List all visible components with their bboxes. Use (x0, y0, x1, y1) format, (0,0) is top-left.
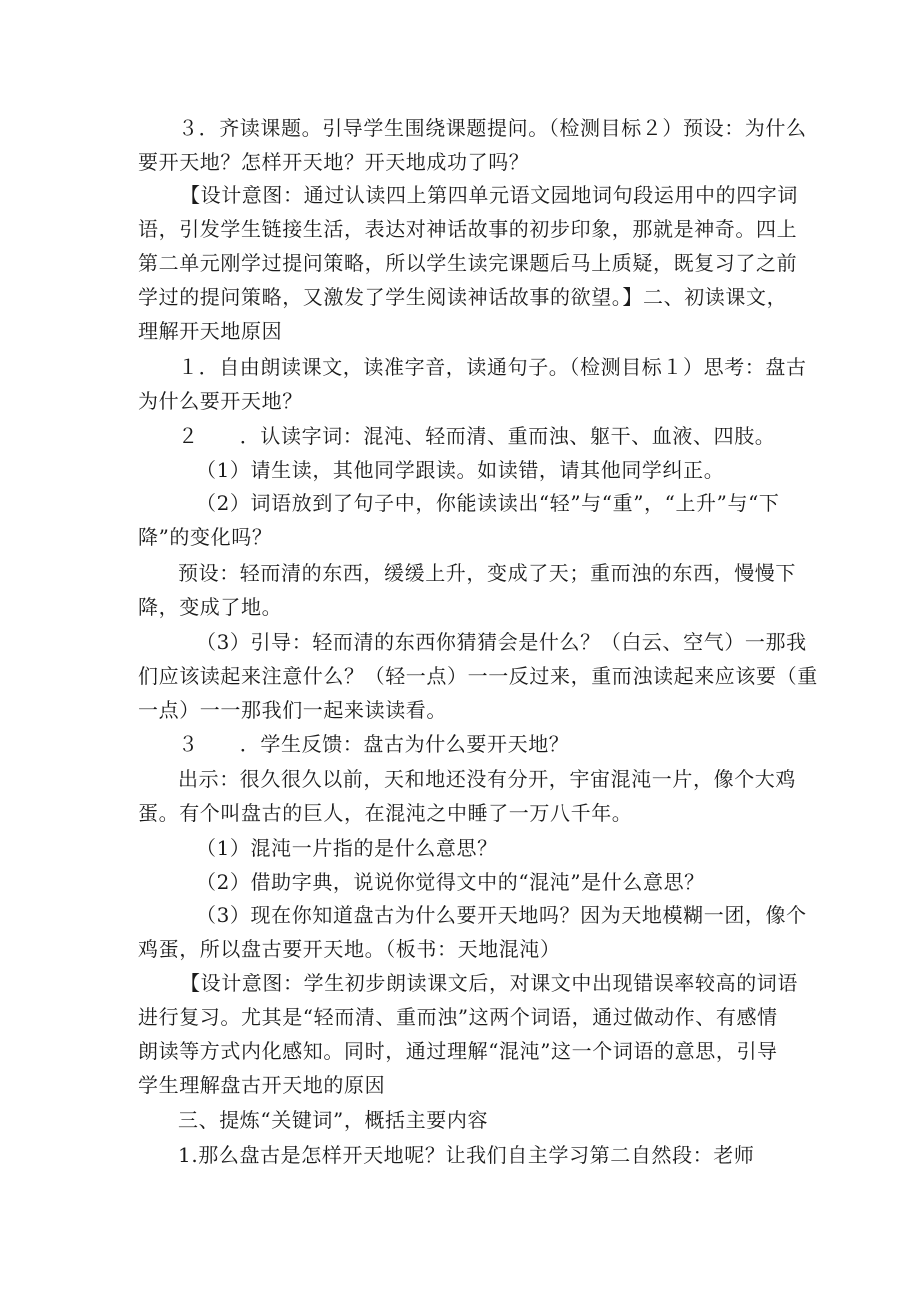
text-line: （3）现在你知道盘古为什么要开天地吗？因为天地模糊一团，像个 (196, 903, 807, 927)
text-line: （2）词语放到了句子中，你能读读出“轻”与“重”，“上升”与“下 (196, 491, 780, 515)
text-line: 1.那么盘古是怎样开天地呢？让我们自主学习第二自然段：老师 (178, 1143, 755, 1167)
text-line: 们应该读起来注意什么？（轻一点）一一反过来，重而浊读起来应该要（重 (138, 664, 818, 688)
text-line: 降，变成了地。 (138, 595, 283, 619)
text-line: ３．齐读课题。引导学生围绕课题提问。（检测目标２）预设：为什么 (178, 116, 807, 140)
text-line: 学生理解盘古开天地的原因 (138, 1073, 386, 1097)
text-line: 第二单元刚学过提问策略，所以学生读完课题后马上质疑，既复习了之前 (138, 251, 798, 275)
text-line: 出示：很久很久以前，天和地还没有分开，宇宙混沌一片，像个大鸡 (178, 767, 796, 791)
section-heading: 三、提炼“关键词”，概括主要内容 (178, 1108, 489, 1132)
text-line: （1）请生读，其他同学跟读。如读错，请其他同学纠正。 (196, 458, 725, 482)
text-line: 蛋。有个叫盘古的巨人，在混沌之中睡了一万八千年。 (138, 801, 633, 825)
text-line: ２ ．认读字词：混沌、轻而清、重而浊、躯干、血液、四肢。 (178, 424, 776, 448)
text-line: 语，引发学生链接生活，表达对神话故事的初步印象，那就是神奇。四上 (138, 217, 798, 241)
text-line: １．自由朗读课文，读准字音，读通句子。（检测目标１）思考：盘古 (178, 355, 807, 379)
text-line: 要开天地？怎样开天地？开天地成功了吗？ (138, 150, 530, 174)
text-line: 进行复习。尤其是“轻而清、重而浊”这两个词语，通过做动作、有感情 (138, 1005, 778, 1029)
text-line: 【设计意图：学生初步朗读课文后，对课文中出现错误率较高的词语 (180, 971, 798, 995)
text-line: ３ ．学生反馈：盘古为什么要开天地？ (178, 732, 570, 756)
text-line: 一点）一一那我们一起来读读看。 (138, 698, 447, 722)
text-line: 降”的变化吗？ (138, 525, 273, 549)
text-line: （2）借助字典，说说你觉得文中的“混沌”是什么意思？ (196, 870, 705, 894)
text-line: （3）引导：轻而清的东西你猜猜会是什么？（白云、空气）一那我 (196, 630, 807, 654)
text-line: （1）混沌一片指的是什么意思？ (196, 836, 498, 860)
text-line: 理解开天地原因 (138, 319, 283, 343)
text-line: 预设：轻而清的东西，缓缓上升，变成了天；重而浊的东西，慢慢下 (178, 561, 796, 585)
text-line: 为什么要开天地？ (138, 389, 303, 413)
text-line: 学过的提问策略，又激发了学生阅读神话故事的欲望。】二、初读课文， (138, 285, 788, 309)
text-line: 【设计意图：通过认读四上第四单元语文园地词句段运用中的四字词 (180, 183, 798, 207)
text-line: 朗读等方式内化感知。同时，通过理解“混沌”这一个词语的意思，引导 (138, 1039, 778, 1063)
text-line: 鸡蛋，所以盘古要开天地。（板书：天地混沌） (138, 937, 561, 961)
